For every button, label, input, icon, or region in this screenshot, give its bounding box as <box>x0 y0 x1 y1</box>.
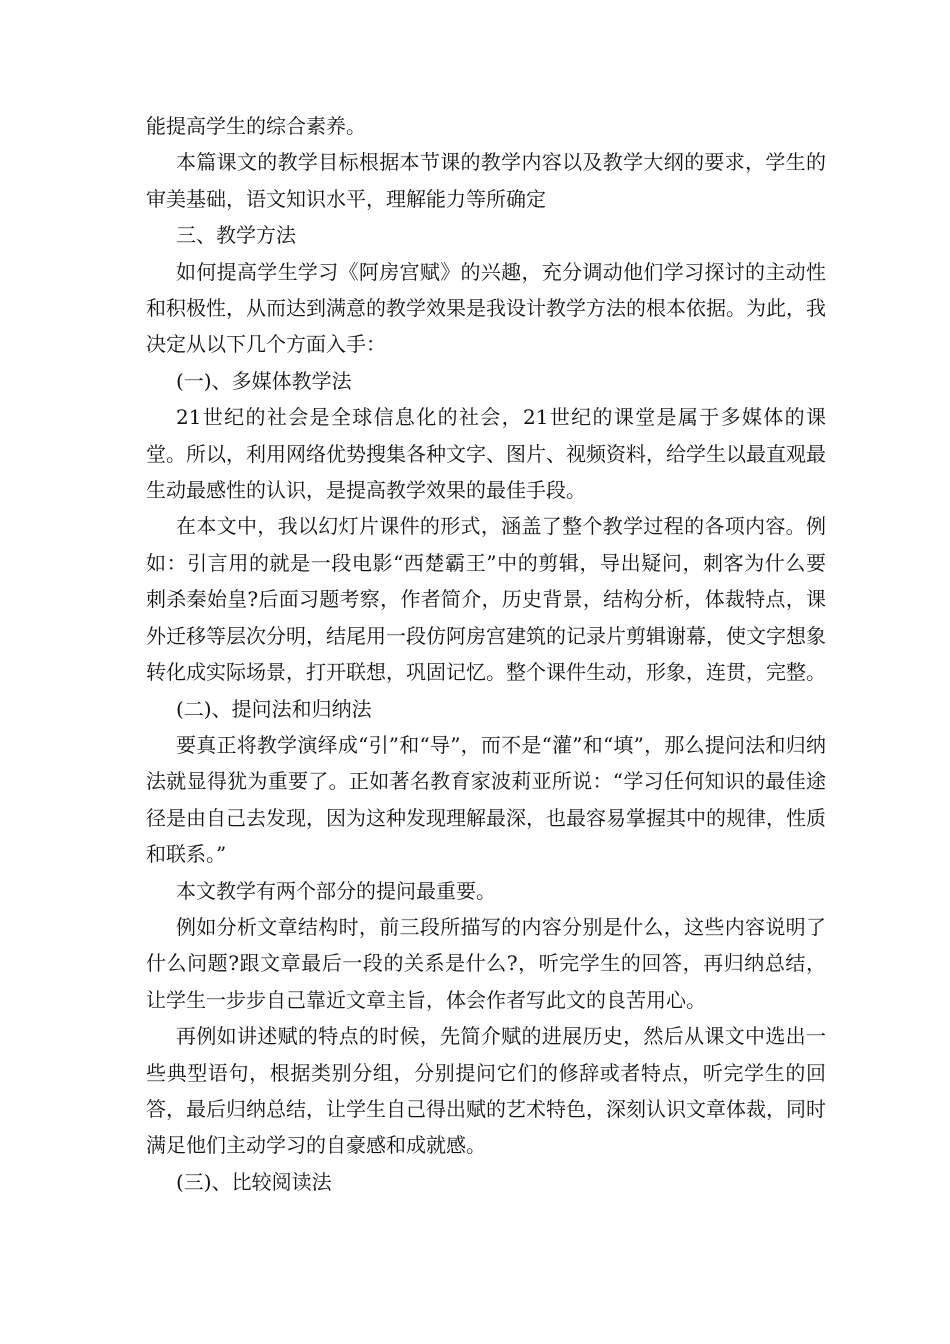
subsection-heading: (三)、比较阅读法 <box>176 1169 332 1194</box>
section-heading: 三、教学方法 <box>176 223 296 248</box>
document-body <box>146 108 826 1200</box>
paragraph: 要真正将教学演绎成“引”和“导”，而不是“灌”和“填”，那么提问法和归纳法就显得犹为重要了。正如著名教育家波莉亚所说：“学习任何知识的最佳途径是由自己去发现，因为这种发现理解最深，也最容易掌握其中的规律，性质和联系。” <box>146 732 826 867</box>
paragraph: 本篇课文的教学目标根据本节课的教学内容以及教学大纲的要求，学生的审美基础，语文知识水平，理解能力等所确定 <box>146 150 826 211</box>
paragraph: 例如分析文章结构时，前三段所描写的内容分别是什么，这些内容说明了什么问题?跟文章最后一段的关系是什么?，听完学生的回答，再归纳总结，让学生一步步自己靠近文章主旨，体会作者写此文的良苦用心。 <box>146 914 826 1012</box>
paragraph: 如何提高学生学习《阿房宫赋》的兴趣，充分调动他们学习探讨的主动性和积极性，从而达到满意的教学效果是我设计教学方法的根本依据。为此，我决定从以下几个方面入手： <box>146 259 826 357</box>
paragraph: 再例如讲述赋的特点的时候，先简介赋的进展历史，然后从课文中选出一些典型语句，根据类别分组，分别提问它们的修辞或者特点，听完学生的回答，最后归纳总结，让学生自己得出赋的艺术特色，深刻认识文章体裁，同时满足他们主动学习的自豪感和成就感。 <box>146 1024 826 1158</box>
paragraph: 能提高学生的综合素养。 <box>146 114 366 138</box>
paragraph: 本文教学有两个部分的提问最重要。 <box>176 878 496 903</box>
paragraph: 在本文中，我以幻灯片课件的形式，涵盖了整个教学过程的各项内容。例如：引言用的就是一段电影“西楚霸王”中的剪辑，导出疑问，刺客为什么要刺杀秦始皇?后面习题考察，作者简介，历史背景，结构分析，体裁特点，课外迁移等层次分明，结尾用一段仿阿房宫建筑的记录片剪辑谢幕，使文字想象转化成实际场景，打开联想，巩固记忆。整个课件生动，形象，连贯，完整。 <box>146 514 826 685</box>
paragraph: 21世纪的社会是全球信息化的社会，21世纪的课堂是属于多媒体的课堂。所以，利用网络优势搜集各种文字、图片、视频资料，给学生以最直观最生动最感性的认识，是提高教学效果的最佳手段。 <box>146 405 826 503</box>
subsection-heading: (一)、多媒体教学法 <box>176 368 352 393</box>
subsection-heading: (二)、提问法和归纳法 <box>176 696 372 721</box>
